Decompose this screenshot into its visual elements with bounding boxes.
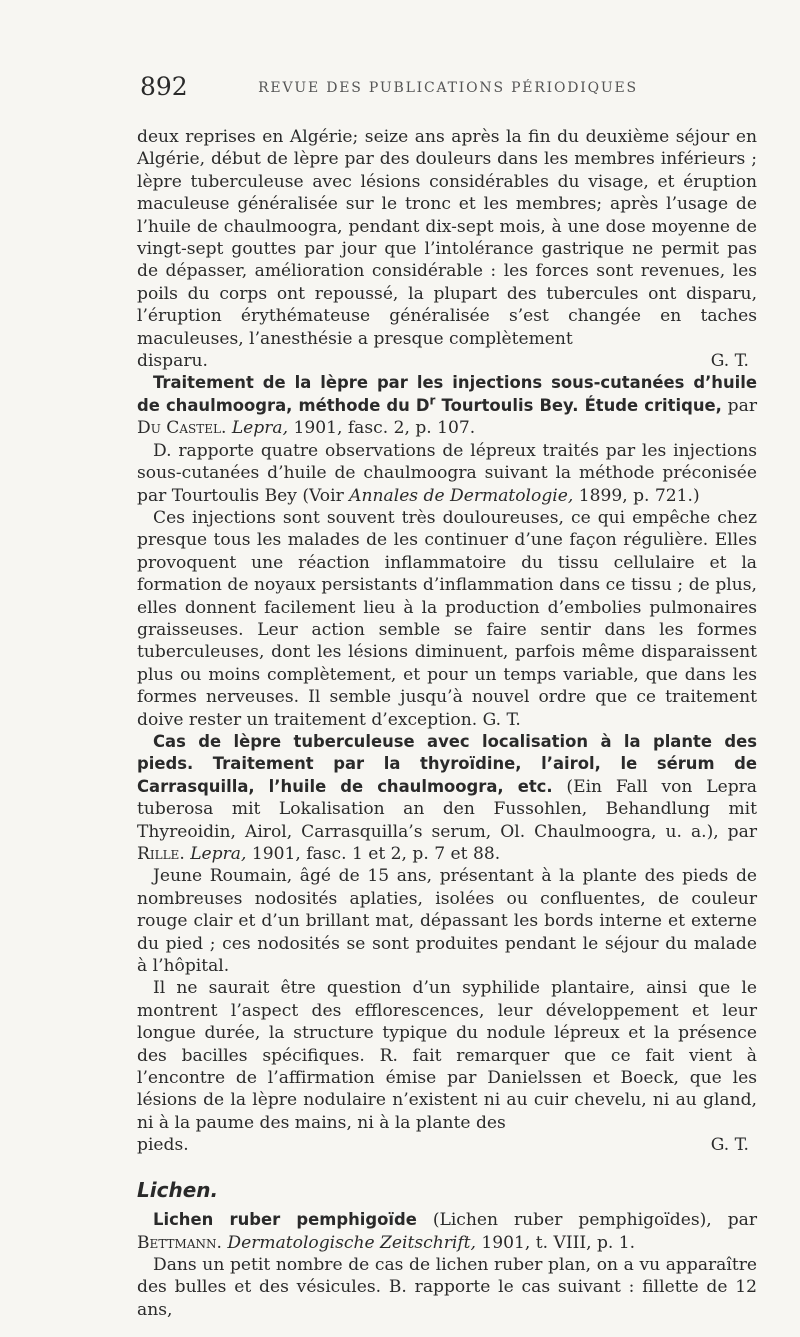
- author: Bettmann: [137, 1232, 217, 1253]
- article-title: Traitement de la lèpre par les injections sous-cutanées d’huile de chaulmoogra, méthode du D: [137, 373, 757, 415]
- page-body: [137, 126, 757, 1321]
- paragraph: Ces injections sont souvent très douloureuses, ce qui empêche chez presque tous les malades de les continuer d’une façon régulière. Elles provoquent une réaction inflammatoire du tissu cellulaire et la formation de noyaux persistants d’inflammation dans ce tissu ; de plus, elles donnent facilement lieu à la production d’embolies pulmonaires graisseuses. Leur action semble se faire sentir dans les formes tuberculeuses, dont les lésions diminuent, parfois même disparaissent plus ou moins complètement, et pour un temps variable, que dans les formes nerveuses. Il semble jusqu’à nouvel ordre que ce traitement doive rester un traitement d’exception. G. T.: [137, 507, 757, 730]
- paragraph: Dans un petit nombre de cas de lichen ruber plan, on a vu apparaître des bulles et des vésicules. B. rapporte le cas suivant : fillette de 12 ans,: [137, 1254, 757, 1320]
- reference: 1901, t. VIII, p. 1.: [475, 1232, 636, 1253]
- reference: 1901, fasc. 2, p. 107.: [288, 418, 476, 439]
- running-title: REVUE DES PUBLICATIONS PÉRIODIQUES: [258, 80, 638, 96]
- section-title: Lichen.: [137, 1177, 219, 1202]
- by-text: par: [721, 395, 757, 416]
- journal: Lepra,: [190, 844, 247, 864]
- signature: G. T.: [710, 351, 749, 372]
- paragraph: deux reprises en Algérie; seize ans après la fin du deuxième séjour en Algérie, début de lèpre par des douleurs dans les membres inférieurs ; lèpre tuberculeuse avec lésions considérables du visage, et éruption maculeuse généralisée sur le tronc et les membres; après l’usage de l’huile de chaulmoogra, pendant dix-sept mois, à une dose moyenne de vingt-sept gouttes par jour que l’intolérance gastrique ne permit pas de dépasser, amélioration considérable : les forces sont revenues, les poils du corps ont repoussé, la plupart des tubercules ont disparu, l’éruption érythémateuse généralisée s’est changée en taches maculeuses, l’anesthésie a presque complètement: [137, 127, 757, 349]
- author: Rille: [137, 844, 180, 864]
- reference: 1901, fasc. 1 et 2, p. 7 et 88.: [246, 844, 501, 864]
- article-title: Cas de lèpre tuberculeuse avec localisation à la plante des pieds. Traitement par la thyroïdine, l’airol, le sérum de Carrasquilla, l’huile de chaulmoogra, etc.: [137, 731, 757, 796]
- original-title: (Lichen ruber pemphigoïdes), par: [416, 1210, 757, 1231]
- article-title: Lichen ruber pemphigoïde: [153, 1210, 417, 1230]
- original-title: (Ein Fall von Lepra tuberosa mit Lokalisation an den Fussohlen, Behandlung mit Thyreoidin, Airol, Carrasquilla’s serum, Ol. Chaulmoogra, u. a.), par: [137, 776, 757, 842]
- signature: G. T.: [710, 1135, 749, 1156]
- article-heading: Cas de lèpre tuberculeuse avec localisation à la plante des pieds. Traitement par la thyroïdine, l’airol, le sérum de Carrasquilla, l’huile de chaulmoogra, etc. (Ein Fall von Lepra tuberosa mit Lokalisation an den Fussohlen, Behandlung mit Thyreoidin, Airol, Carrasquilla’s serum, Ol. Chaulmoogra, u. a.), par Rille. Lepra, 1901, fasc. 1 et 2, p. 7 et 88.: [137, 731, 757, 864]
- journal: Lepra,: [231, 418, 289, 439]
- title-superscript: r: [429, 393, 436, 408]
- paragraph: Il ne saurait être question d’un syphilide plantaire, ainsi que le montrent l’aspect des efflorescences, leur développement et leur longue durée, la structure typique du nodule lépreux et la présence des bacilles spécifiques. R. fait remarquer que ce fait vient à l’encontre de l’affirmation émise par Danielssen et Boeck, que les lésions de la lèpre nodulaire n’existent ni au cuir chevelu, ni au gland, ni à la paume des mains, ni à la plante des: [137, 978, 757, 1133]
- paragraph-last-line: disparu.: [137, 351, 208, 372]
- paragraph-end: [137, 1134, 757, 1156]
- signature: G. T.: [482, 709, 521, 730]
- article-heading: Lichen ruber pemphigoïde (Lichen ruber pemphigoïdes), par Bettmann. Dermatologische Zeitschrift, 1901, t. VIII, p. 1.: [137, 1210, 757, 1253]
- paragraph-end: [137, 350, 757, 372]
- paragraph-last-line: pieds.: [137, 1135, 189, 1156]
- page-number: 892: [140, 72, 188, 101]
- paragraph: Jeune Roumain, âgé de 15 ans, présentant à la plante des pieds de nombreuses nodosités aplaties, isolées ou confluentes, de couleur rouge clair et d’un brillant mat, dépassant les bords interne et externe du pied ; ces nodosités se sont produites pendant le séjour du malade à l’hôpital.: [137, 866, 757, 977]
- article-heading: Traitement de la lèpre par les injections sous-cutanées d’huile de chaulmoogra, méthode du $D^r$ Tourtoulis Bey. Étude critique, par Du Castel. Lepra, 1901, fasc. 2, p. 107.: [137, 373, 757, 439]
- article-title-cont: Tourtoulis Bey. Étude critique,: [435, 395, 722, 415]
- page-header: [140, 70, 756, 110]
- paragraph: D. rapporte quatre observations de lépreux traités par les injections sous-cutanées d’huile de chaulmoogra suivant la méthode préconisée par Tourtoulis Bey (Voir Annales de Dermatologie, 1899, p. 721.): [137, 440, 757, 506]
- journal: Dermatologische Zeitschrift,: [227, 1232, 476, 1253]
- author: Du Castel: [137, 418, 221, 439]
